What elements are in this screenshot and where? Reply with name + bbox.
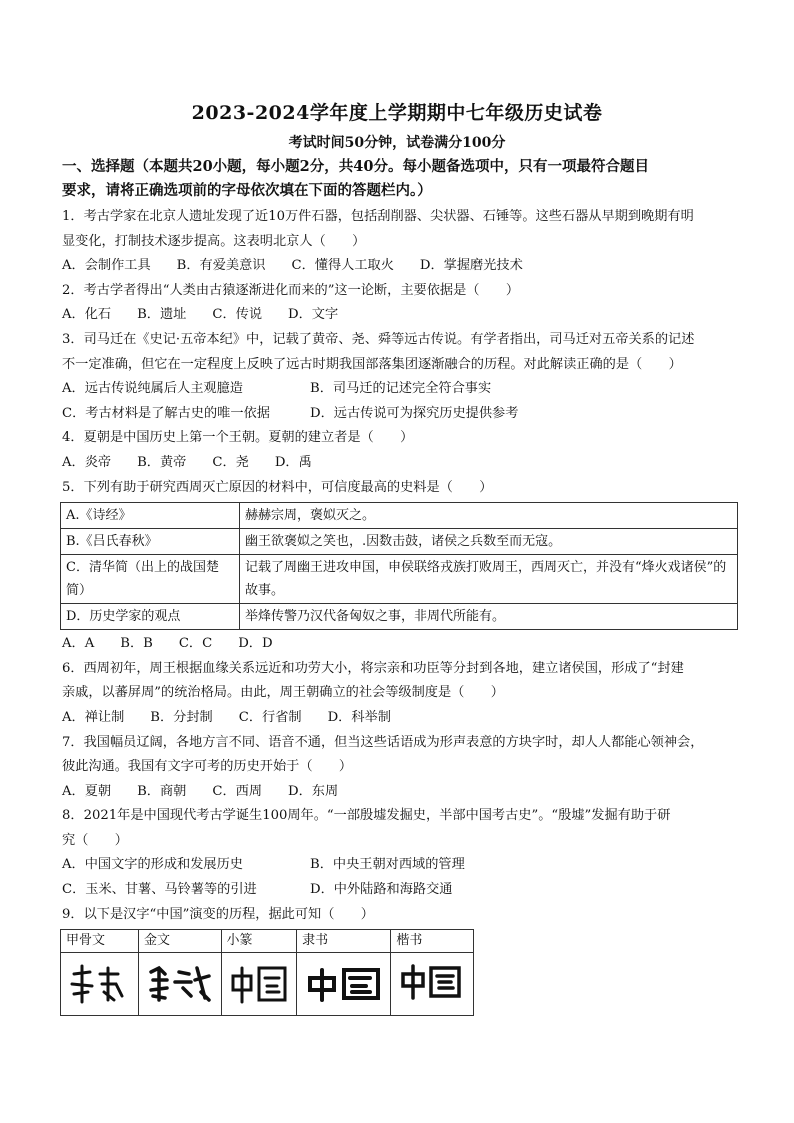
question-9-table: [60, 929, 474, 1016]
option-b[interactable]: B．黄帝: [137, 454, 187, 470]
question-1-text-line2: 显变化，打制技术逐步提高。这表明北京人（ ）: [62, 233, 366, 249]
table-header-row: [61, 930, 474, 953]
question-3-text-line2: 不一定准确，但它在一定程度上反映了远古时期我国部落集团逐渐融合的历程。对此解读正确的是（ ）: [62, 356, 682, 372]
exam-content: [62, 155, 742, 1016]
option-b[interactable]: B．分封制: [150, 709, 213, 725]
question-4: [62, 426, 742, 475]
option-c[interactable]: C．考古材料是了解古史的唯一依据: [62, 405, 270, 421]
header-bronze: 金文: [138, 930, 221, 953]
header-clerical: 隶书: [297, 930, 391, 953]
question-5-text: 5．下列有助于研究西周灭亡原因的材料中，可信度最高的史料是（ ）: [62, 479, 493, 495]
question-1-text-line1: 1．考古学家在北京人遗址发现了近10万件石器，包括刮削器、尖状器、石锤等。这些石器从早期到晚期有明: [62, 209, 694, 224]
question-7: [62, 731, 742, 805]
option-a[interactable]: A．远古传说纯属后人主观臆造: [62, 381, 243, 397]
question-9: [62, 903, 742, 1017]
section-heading-line1: 一、选择题（本题共20小题，每小题2分，共40分。每小题备选项中，只有一项最符合题目: [62, 158, 649, 175]
table-cell-source: C．清华简（出上的战国楚简）: [61, 555, 240, 604]
question-2-text: 2．考古学者得出“人类由古猿逐渐进化而来的”这一论断，主要依据是（ ）: [62, 282, 520, 298]
option-c[interactable]: C．传说: [212, 307, 263, 323]
option-c[interactable]: C．行省制: [238, 709, 302, 725]
question-5-options: [62, 632, 742, 657]
table-cell-content: 幽王欲褒姒之笑也，.因数击鼓，诸侯之兵数至而无寇。: [240, 529, 738, 555]
table-cell-source: D．历史学家的观点: [61, 604, 240, 630]
question-8: [62, 804, 742, 902]
table-row: [61, 555, 738, 604]
bronze-script-image: [138, 953, 221, 1016]
option-b[interactable]: B．B: [120, 636, 153, 652]
header-regular: 楷书: [391, 930, 474, 953]
question-8-options-row1: [62, 853, 742, 878]
question-7-text-line1: 7．我国幅员辽阔，各地方言不同、语音不通，但当这些话语成为形声表意的方块字时，却人人都能心领神会，: [62, 734, 704, 750]
option-d[interactable]: D．远古传说可为探究历史提供参考: [310, 405, 519, 421]
option-a[interactable]: A．A: [62, 636, 95, 652]
question-8-text-line2: 究（ ）: [62, 832, 128, 848]
option-b[interactable]: B．司马迁的记述完全符合事实: [310, 381, 492, 397]
question-3-text-line1: 3．司马迁在《史记·五帝本纪》中，记载了黄帝、尧、舜等远古传说。有学者指出，司马迁对五帝关系的记述: [62, 331, 695, 347]
question-3-options-row1: [62, 377, 742, 402]
question-9-text: 9．以下是汉字“中国”演变的历程，据此可知（ ）: [62, 906, 374, 922]
header-oracle-bone: 甲骨文: [61, 930, 139, 953]
option-a[interactable]: A．会制作工具: [62, 258, 151, 274]
exam-subtitle: 考试时间50分钟，试卷满分100分: [288, 135, 506, 151]
question-2: [62, 279, 742, 328]
table-cell-source: B.《吕氏春秋》: [61, 529, 240, 555]
question-1-options: [62, 254, 742, 279]
oracle-bone-script-image: [61, 953, 139, 1016]
option-d[interactable]: D．掌握磨光技术: [419, 258, 523, 274]
table-row: [61, 529, 738, 555]
exam-title: 2023-2024学年度上学期期中七年级历史试卷: [191, 102, 603, 124]
option-d[interactable]: D．禹: [274, 454, 312, 470]
option-d[interactable]: D．科举制: [327, 709, 391, 725]
header-small-seal: 小篆: [221, 930, 297, 953]
option-b[interactable]: B．商朝: [137, 783, 187, 799]
option-c[interactable]: C．C: [178, 636, 213, 652]
regular-zhongguo-glyph: [397, 962, 467, 1006]
option-a[interactable]: A．炎帝: [62, 454, 112, 470]
table-row: [61, 503, 738, 529]
option-b[interactable]: B．遗址: [137, 307, 187, 323]
small-seal-script-image: [221, 953, 297, 1016]
question-1: [62, 205, 742, 279]
question-4-options: [62, 451, 742, 476]
question-6-text-line2: 亲戚，以蕃屏周”的统治格局。由此，周王朝确立的社会等级制度是（ ）: [62, 685, 504, 701]
section-heading: [62, 155, 742, 203]
option-d[interactable]: D．文字: [288, 307, 339, 323]
option-a[interactable]: A．中国文字的形成和发展历史: [62, 857, 243, 873]
question-4-text: 4．夏朝是中国历史上第一个王朝。夏朝的建立者是（ ）: [62, 430, 414, 446]
table-cell-source: A.《诗经》: [61, 503, 240, 529]
option-b[interactable]: B．中央王朝对西域的管理: [310, 857, 465, 873]
option-c[interactable]: C．懂得人工取火: [291, 258, 394, 274]
question-3-options-row2: [62, 402, 742, 427]
question-6-options: [62, 706, 742, 731]
question-6: [62, 657, 742, 731]
seal-zhongguo-glyph: [227, 962, 291, 1006]
table-cell-content: 赫赫宗周，褒姒灭之。: [240, 503, 738, 529]
section-heading-line2: 要求，请将正确选项前的字母依次填在下面的答题栏内。）: [62, 182, 432, 199]
clerical-script-image: [297, 953, 391, 1016]
question-8-text-line1: 8．2021年是中国现代考古学诞生100周年。“一部殷墟发掘史，半部中国考古史”。“殷墟”发掘有助于研: [62, 808, 671, 824]
question-5-table: [60, 502, 738, 630]
question-5: [62, 476, 742, 657]
regular-script-image: [391, 953, 474, 1016]
question-3: [62, 328, 742, 426]
oracle-zhongguo-glyph: [66, 962, 132, 1006]
table-row: [61, 604, 738, 630]
question-7-text-line2: 彼此沟通。我国有文字可考的历史开始于（ ）: [62, 759, 353, 775]
option-b[interactable]: B．有爱美意识: [176, 258, 266, 274]
option-a[interactable]: A．禅让制: [62, 709, 125, 725]
table-cell-content: 举烽传警乃汉代备匈奴之事，非周代所能有。: [240, 604, 738, 630]
option-c[interactable]: C．玉米、甘薯、马铃薯等的引进: [62, 882, 257, 898]
option-d[interactable]: D．D: [238, 636, 273, 652]
option-c[interactable]: C．尧: [212, 454, 249, 470]
bronze-zhongguo-glyph: [145, 962, 215, 1006]
option-a[interactable]: A．化石: [62, 307, 112, 323]
option-c[interactable]: C．西周: [212, 783, 263, 799]
clerical-zhongguo-glyph: [304, 962, 384, 1006]
question-6-text-line1: 6．西周初年，周王根据血缘关系远近和功劳大小，将宗亲和功臣等分封到各地，建立诸侯国，形成了“封建: [62, 660, 684, 676]
question-2-options: [62, 303, 742, 328]
question-8-options-row2: [62, 878, 742, 903]
script-image-row: [61, 953, 474, 1016]
option-d[interactable]: D．东周: [288, 783, 339, 799]
question-7-options: [62, 780, 742, 805]
option-d[interactable]: D．中外陆路和海路交通: [310, 882, 453, 898]
option-a[interactable]: A．夏朝: [62, 783, 112, 799]
table-cell-content: 记载了周幽王进攻申国，申侯联络戎族打败周王，西周灭亡，并没有“烽火戏诸侯”的故事。: [240, 555, 738, 604]
